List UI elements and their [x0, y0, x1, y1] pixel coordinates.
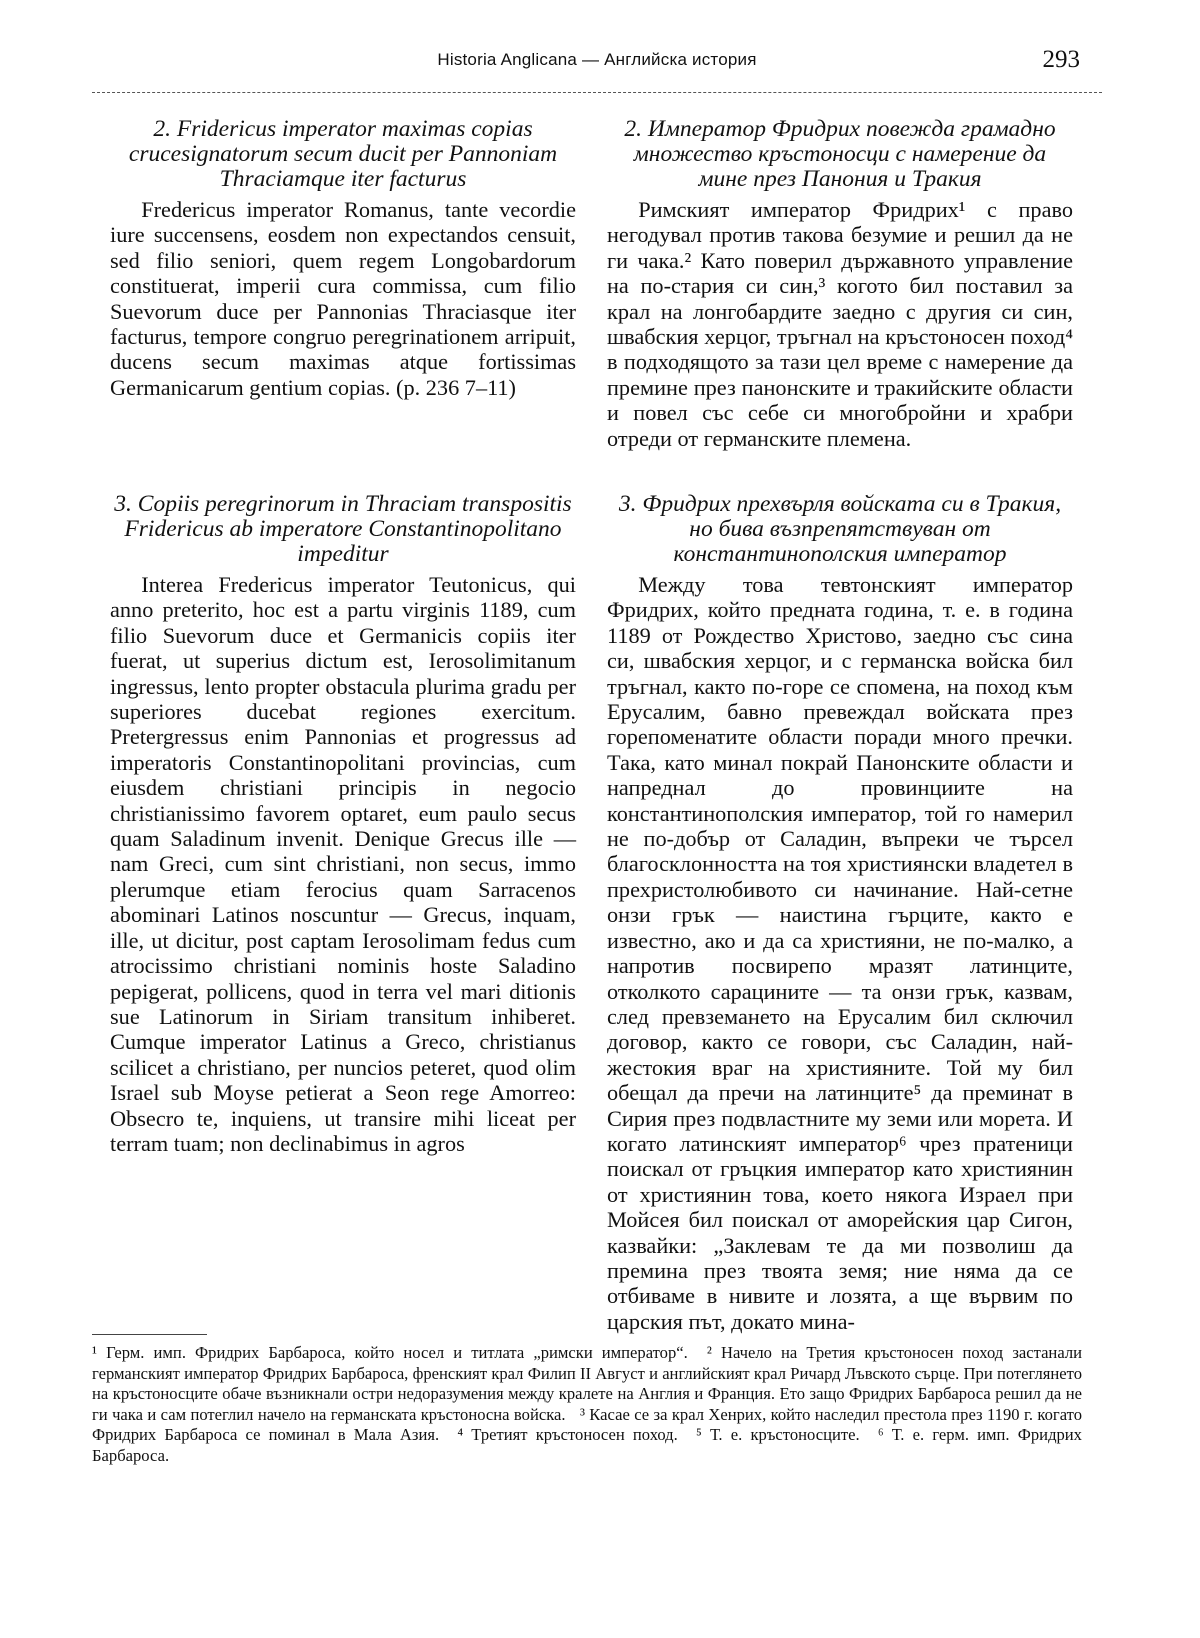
- footnote: ² Начело на Третия кръстоносен поход застанали германският император Фридрих Барбароса, френският крал Филип II Август и английският крал Ричард Лъвското сърце. При потеглянето на кръстоносците обаче възникнали остри недоразумения между кралете на Англия и Франция. Ето защо Фридрих Барбароса решил да не ги чака и сам потеглил начело на германската кръстоносна войска.: [92, 1343, 1082, 1424]
- running-header: [92, 46, 1102, 93]
- footnote: ¹ Герм. имп. Фридрих Барбароса, който носел и титлата „римски император“.: [92, 1343, 688, 1362]
- bulgarian-column: [607, 116, 1073, 1334]
- bulgarian-section-2-text: Римският император Фридрих¹ с право негодувал против такова безумие и решил да не ги чака.² Като поверил държавното управление на по-стария си син,³ когото бил поставил за крал на лонгобардите заедно с другия си син, швабския херцог, тръгнал на кръстоносен поход⁴ в подходящото за тази цел време с намерение да премине през панонските и тракийските области и повел със себе си многобройни и храбри отреди от германските племена.: [607, 197, 1073, 451]
- bulgarian-section-3: [607, 492, 1073, 1334]
- bulgarian-section-3-heading: 3. Фридрих прехвърля войската си в Тракия, но бива възпрепятствуван от константинополския император: [618, 491, 1062, 567]
- footnote-separator: [92, 1334, 207, 1335]
- running-title: Historia Anglicana — Английска история: [437, 50, 757, 69]
- latin-section-3-heading: 3. Copiis peregrinorum in Thraciam transpositis Fridericus ab imperatore Constantinopolitano impeditur: [114, 491, 572, 567]
- footnote: ⁵ Т. е. кръстоносците.: [695, 1425, 860, 1444]
- footnote: ⁴ Третият кръстоносен поход.: [457, 1425, 678, 1444]
- bulgarian-section-2-heading: 2. Император Фридрих повежда грамадно множество кръстоносци с намерение да мине през Панония и Тракия: [624, 116, 1056, 192]
- latin-column: [110, 116, 576, 1156]
- latin-section-2: [110, 117, 576, 400]
- latin-section-3: [110, 492, 576, 1156]
- latin-section-2-text: Fredericus imperator Romanus, tante vecordie iure succensens, eosdem non expectandos censuit, sed filio seniori, quem regem Longobardorum constituerat, imperii cura commissa, cum filio Suevorum duce per Pannonias Thraciasque iter facturus, tempore congruo peregrinationem arripuit, ducens secum maximas atque fortissimas Germanicarum gentium copias. (p. 236 7–11): [110, 197, 576, 400]
- page-number: 293: [1042, 46, 1080, 73]
- bulgarian-section-2: [607, 117, 1073, 451]
- bulgarian-section-3-text: Между това тевтонският император Фридрих, който предната година, т. е. в година 1189 от Рождество Христово, заедно със сина си, швабския херцог, и с германска войска бил тръгнал, както по-горе се спомена, на поход към Ерусалим, бавно превеждал войската през горепоменатите области поради много пречки. Така, като минал покрай Панонските области и напреднал до провинциите на константинополския император, той го намерил не по-добър от Саладин, въпреки че търсел благосклонността на тоя християнски владетел в прехристолюбивото си начинание. Най-сетне онзи грък — наистина гърците, както е известно, ако и да са християни, не по-малко, а напротив посвирепо мразят латинците, отколкото сарацините — та онзи грък, казвам, след превземането на Ерусалим бил сключил договор, както се говори, със Саладин, най-жестокия враг на християните. Той му бил обещал да пречи на латинците⁵ да преминат в Сирия през подвластните му земи или морета. И когато латинският император⁶ чрез пратеници поискал от гръцкия император като християнин от християнин това, което някога Израел при Мойсея бил поискал от аморейския цар Сигон, казвайки: „Заклевам те да ми позволиш да премина през твоята земя; ние няма да се отбиваме в нивите и лозята, а ще вървим по царския път, докато мина-: [607, 572, 1073, 1334]
- footnote: ⁶ Т. е. герм. имп. Фридрих Барбароса.: [92, 1425, 1082, 1465]
- footnotes: [92, 1343, 1082, 1466]
- latin-section-3-text: Interea Fredericus imperator Teutonicus, qui anno preterito, hoc est a partu virginis 1189, cum filio Suevorum duce et Germanicis copiis iter fuerat, ut superius dictum est, Ierosolimitanum ingressus, lento propter obstacula plurima gradu per superiores ducebat regiones exercitum. Pretergressus enim Pannonias et progressus ad imperatoris Constantinopolitani provincias, cum eiusdem christiani principis in negocio christianissimo favorem optaret, eum paulo secus quam Saladinum invenit. Denique Grecus ille — nam Greci, cum sint christiani, non secus, immo plerumque etiam ferocius quam Sarracenos abominari Latinos noscuntur — Grecus, inquam, ille, ut dicitur, post captam Ierosolimam fedus cum atrocissimo christiani nominis hoste Saladino pepigerat, pollicens, quod in terra vel mari ditionis sue Latinorum in Siriam transitum inhiberet. Cumque imperator Latinus a Greco, christianus scilicet a christiano, per nuncios peteret, quod olim Israel sub Moyse petierat a Seon rege Amorreo: Obsecro te, inquiens, ut transire mihi liceat per terram tuam; non declinabimus in agros: [110, 572, 576, 1156]
- footnote: ³ Касае се за крал Хенрих, който наследил престола през 1190 г. когато Фридрих Барбароса се поминал в Мала Азия.: [92, 1404, 1083, 1444]
- latin-section-2-heading: 2. Fridericus imperator maximas copias crucesignatorum secum ducit per Pannoniam Thraciamque iter facturus: [128, 116, 558, 192]
